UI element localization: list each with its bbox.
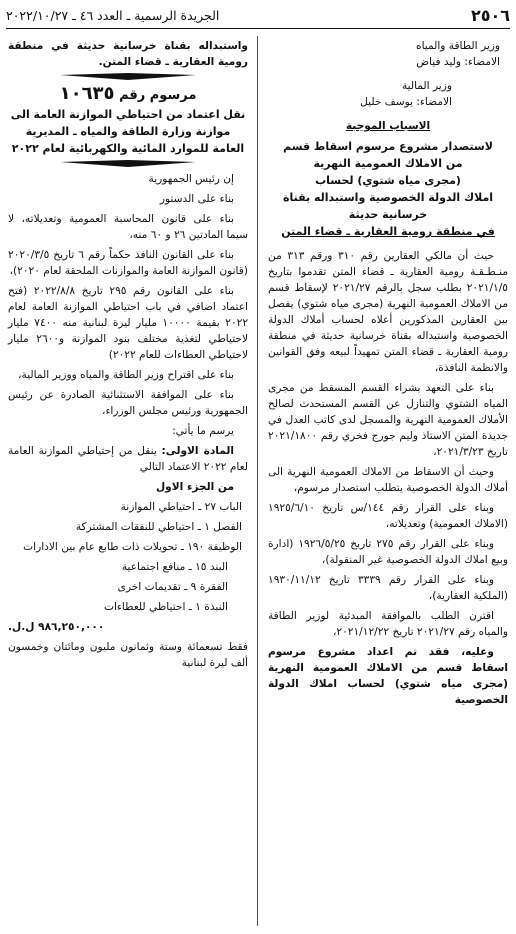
- decree-heading: [8, 84, 248, 106]
- paragraph: حيث أن مالكي العقارين رقم ٣١٠ ورقم ٣١٣ من منـطـقـة رومية العقارية ـ قضاء المتن تقدموا بتاريخ ٢٠٢١/١/٥ بطلب سجل بالرقم ٢٠٢١/٢٧ لإسقاط قسم من الاملاك العمومية النهرية (مجرى مياه شتوي) يفصل بين العقارين المذكورين أعلاه لحساب أملاك الدولة الخصوصية واستبداله بقناة خرسانية حديثة في منطقة رومية العقارية ـ قضاء المتن تمهيداً لبيعه وفق القوانين والانظمة النافذة،: [268, 250, 508, 374]
- decree-title: نقل اعتماد من احتياطي الموازنة العامة الى موازنة وزارة الطاقة والمياه ـ المديرية العامة للموارد المائية والكهربائية لعام ٢٠٢٢: [10, 108, 246, 155]
- reasons-title-line-6: في منطقة رومية العقارية ـ قضاء المتن: [281, 225, 495, 238]
- paragraph: بناء على القانون رقم ٢٩٥ تاريخ ٢٠٢٢/٨/٨ (فتح اعتماد اضافي في باب احتياطي الموازنة العامة لعام ٢٠٢٢ بقيمة ١٠٠٠٠ مليار ليرة لبنانية منه ٧٤٠٠ مليار لاحتياطي لتغذية مختلف بنود الموازنة و٢٦٠٠ مليار لاحتياطي العطاءات للعام ٢٠٢٢): [8, 285, 249, 361]
- paragraph: بناء على التعهد بشراء القسم المسقط من مجرى المياه الشتوي والتنازل عن القسم المستحدث لصالح الأملاك العمومية النهرية والمسجل لدى كاتب العدل في جديدة المتن الاستاذ وليم جورج فخري رقم ٢٠٢١/١٨٠٠ تاريخ ٢٠٢١/٣/٢٣،: [268, 382, 508, 458]
- budget-item: النبذة ١ ـ احتياطي للعطاءات: [104, 601, 228, 613]
- gazette-running-title: الجريدة الرسمية ـ العدد ٤٦ ـ ٢٠٢٢/١٠/٢٧: [6, 8, 220, 23]
- budget-item: الفقرة ٩ ـ تقديمات اخرى: [117, 581, 228, 593]
- page-header: [6, 6, 510, 26]
- signature-title-finance: وزير المالية: [401, 80, 452, 92]
- paragraph: اقترن الطلب بالموافقة المبدئية لوزير الطاقة والمياه رقم ٢٠٢١/٢٧ تاريخ ٢٠٢١/١٢/٢٢،: [268, 610, 508, 638]
- reasons-title-line-5: خرسانية حديثة: [348, 208, 428, 221]
- budget-item: الوظيفة ١٩٠ ـ تحويلات ذات طابع عام بين الادارات: [23, 541, 242, 553]
- reasons-heading: الاسباب الموجبة: [345, 120, 431, 132]
- article-1-text: ينقل من إحتياطي الموازنة العامة لعام ٢٠٢٢ الاعتماد التالي: [8, 445, 248, 473]
- amount-value: ٩٨٦,٢٥٠,٠٠٠ ل.ل.: [8, 621, 105, 633]
- reasons-title-line-3: (مجرى مياه شتوي) لحساب: [315, 174, 461, 187]
- signature-name-energy: الامضاء: وليد فياض: [416, 56, 500, 68]
- decrees-line: يرسم ما يأتي:: [172, 425, 234, 437]
- budget-item: البند ١٥ ـ منافع اجتماعية: [121, 561, 228, 573]
- left-column: [8, 38, 248, 671]
- closing-paragraph: وعليه، فقد تم اعداد مشروع مرسوم اسقاط قسم من الاملاك العمومية النهرية (مجرى مياه شتوي) لحساب املاك الدولة الخصوصية: [268, 646, 508, 706]
- signature-title-energy: وزير الطاقة والمياه: [416, 40, 500, 52]
- paragraph: وبناء على القرار رقم ٣٣٣٩ تاريخ ١٩٣٠/١١/١٢ (الملكية العقارية)،: [268, 574, 508, 602]
- paragraph: بناء على قانون المحاسبة العمومية وتعديلاته، لا سيما المادتين ٢٦ و ٦٠ منه،: [8, 213, 248, 241]
- header-rule: [6, 28, 510, 29]
- page-number: ٢٥٠٦: [470, 6, 510, 25]
- ornament-divider: [8, 70, 248, 84]
- paragraph: بناء على الموافقة الاستثنائية الصادرة عن رئيس الجمهورية ورئيس مجلس الوزراء،: [8, 389, 248, 417]
- right-column: [268, 38, 508, 708]
- decree-label: مرسوم رقم: [119, 88, 197, 103]
- paragraph: بناء على الدستور: [159, 193, 234, 205]
- budget-item: الفصل ١ ـ احتياطي للنفقات المشتركة: [75, 521, 242, 533]
- article-1-label: المادة الاولى:: [161, 445, 234, 457]
- signature-name-finance: الامضاء: يوسف خليل: [360, 96, 452, 108]
- paragraph: وبناء على القرار رقم ١٤٤/س تاريخ ١٩٢٥/٦/١٠ (الاملاك العمومية) وتعديلاته،: [268, 502, 508, 530]
- column-divider: [257, 36, 258, 926]
- section-heading: من الجزء الاول: [155, 481, 234, 493]
- paragraph: وحيث أن الاسقاط من الاملاك العمومية النهرية الى أملاك الدولة الخصوصية يتطلب استصدار مرسوم،: [268, 466, 508, 494]
- ornament-divider: [8, 157, 248, 171]
- decree-number: ١٠٦٣٥: [59, 83, 115, 104]
- paragraph: وبناء على القرار رقم ٢٧٥ تاريخ ١٩٢٦/٥/٢٥ (ادارة وبيع املاك الدولة الخصوصية غير المنقولة)،: [268, 538, 508, 566]
- budget-item: الباب ٢٧ ـ احتياطي الموازنة: [120, 501, 242, 513]
- reasons-title-line-2: من الاملاك العمومية النهرية: [313, 157, 463, 170]
- paragraph: بناء على اقتراح وزير الطاقة والمياه ووزير المالية،: [18, 369, 234, 381]
- reasons-title-line-4: املاك الدولة الخصوصية واستبداله بقناة: [282, 191, 494, 204]
- article-1: [8, 443, 248, 475]
- president-line: إن رئيس الجمهورية: [148, 173, 234, 185]
- paragraph: بناء على القانون النافذ حكماً رقم ٦ تاريخ ٢٠٢٠/٣/٥ (قانون الموازنة العامة والموازنات الملحقة لعام ٢٠٢٠)،: [8, 249, 248, 277]
- reasons-title-line-1: لاستصدار مشروع مرسوم اسقاط قسم: [283, 140, 493, 153]
- continuation-text: واستبداله بقناة خرسانية حديثة في منطقة رومية العقارية ـ قضاء المتن.: [8, 40, 248, 68]
- amount-in-words: فقط تسعمائة وستة وثمانون مليون ومائتان وخمسون ألف ليرة لبنانية: [8, 641, 248, 669]
